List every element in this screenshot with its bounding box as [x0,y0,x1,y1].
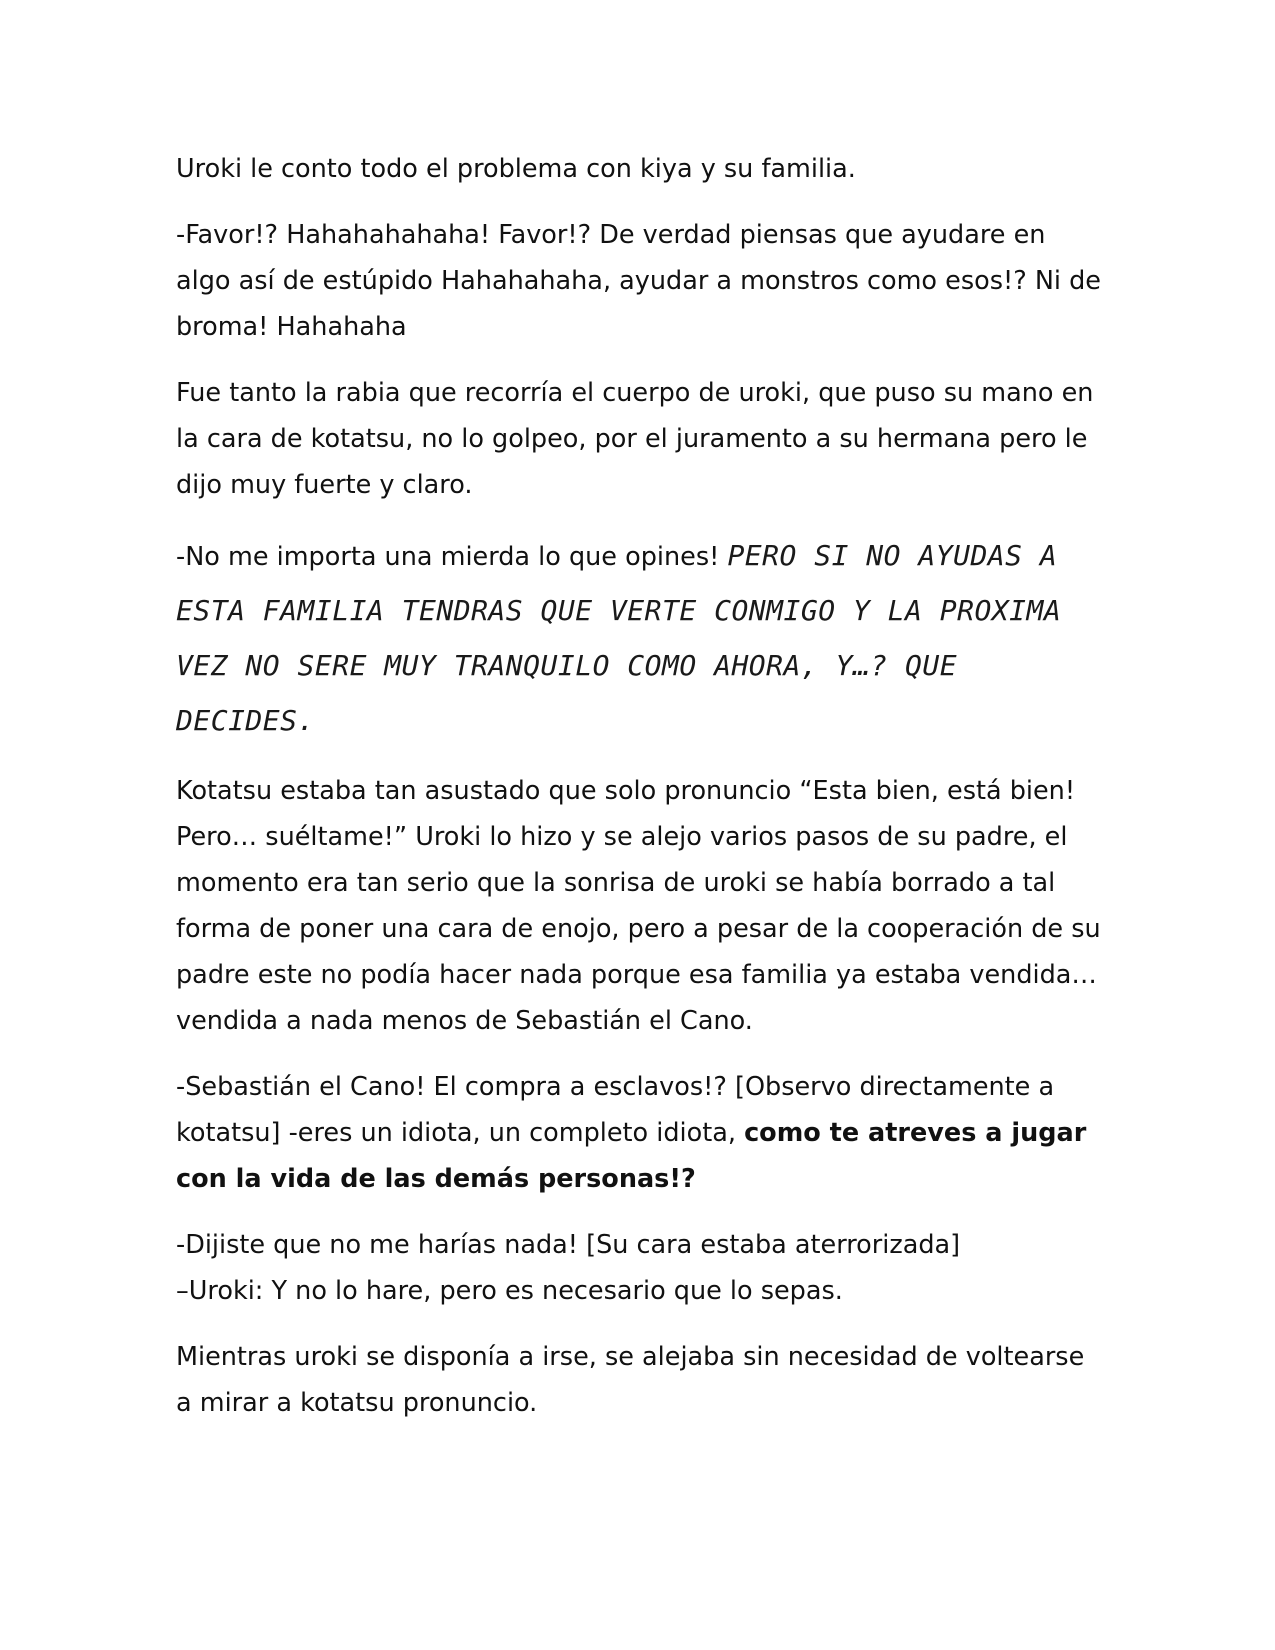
paragraph-4-lead: -No me importa una mierda lo que opines! [176,542,728,572]
paragraph-7-line-1: -Dijiste que no me harías nada! [Su cara estaba aterrorizada] [176,1230,961,1260]
paragraph-5: Kotatsu estaba tan asustado que solo pronuncio “Esta bien, está bien! Pero… suéltame!” Uroki lo hizo y se alejo varios pasos de su padre, el momento era tan serio que la sonrisa de uroki se había borrado a tal forma de poner una cara de enojo, pero a pesar de la cooperación de su padre este no podía hacer nada porque esa familia ya estaba vendida… vendida a nada menos de Sebastián el Cano. [176,776,1101,1036]
paragraph-7 [176,1222,1106,1314]
story-text [176,146,1106,1446]
paragraph-6 [176,1064,1106,1202]
paragraph-6-lead: -Sebastián el Cano! El compra a esclavos!? [Observo directamente a kotatsu] -eres un idiota, un completo idiota, [176,1072,1055,1148]
paragraph-7-line-2: –Uroki: Y no lo hare, pero es necesario que lo sepas. [176,1276,843,1306]
paragraph-4 [176,528,1106,748]
paragraph-4-shout-text: PERO SI NO AYUDAS A ESTA FAMILIA TENDRAS QUE VERTE CONMIGO Y LA PROXIMA VEZ NO SERE MUY TRANQUILO COMO AHORA, Y…? QUE DECIDES. [176,539,1062,737]
paragraph-1: Uroki le conto todo el problema con kiya y su familia. [176,154,856,184]
paragraph-6-bold-text: como te atreves a jugar con la vida de las demás personas!? [176,1118,1087,1194]
paragraph-2: -Favor!? Hahahahahaha! Favor!? De verdad piensas que ayudare en algo así de estúpido Hahahahaha, ayudar a monstros como esos!? Ni de broma! Hahahaha [176,220,1101,342]
paragraph-3: Fue tanto la rabia que recorría el cuerpo de uroki, que puso su mano en la cara de kotatsu, no lo golpeo, por el juramento a su hermana pero le dijo muy fuerte y claro. [176,378,1094,500]
paragraph-8: Mientras uroki se disponía a irse, se alejaba sin necesidad de voltearse a mirar a kotatsu pronuncio. [176,1342,1085,1418]
